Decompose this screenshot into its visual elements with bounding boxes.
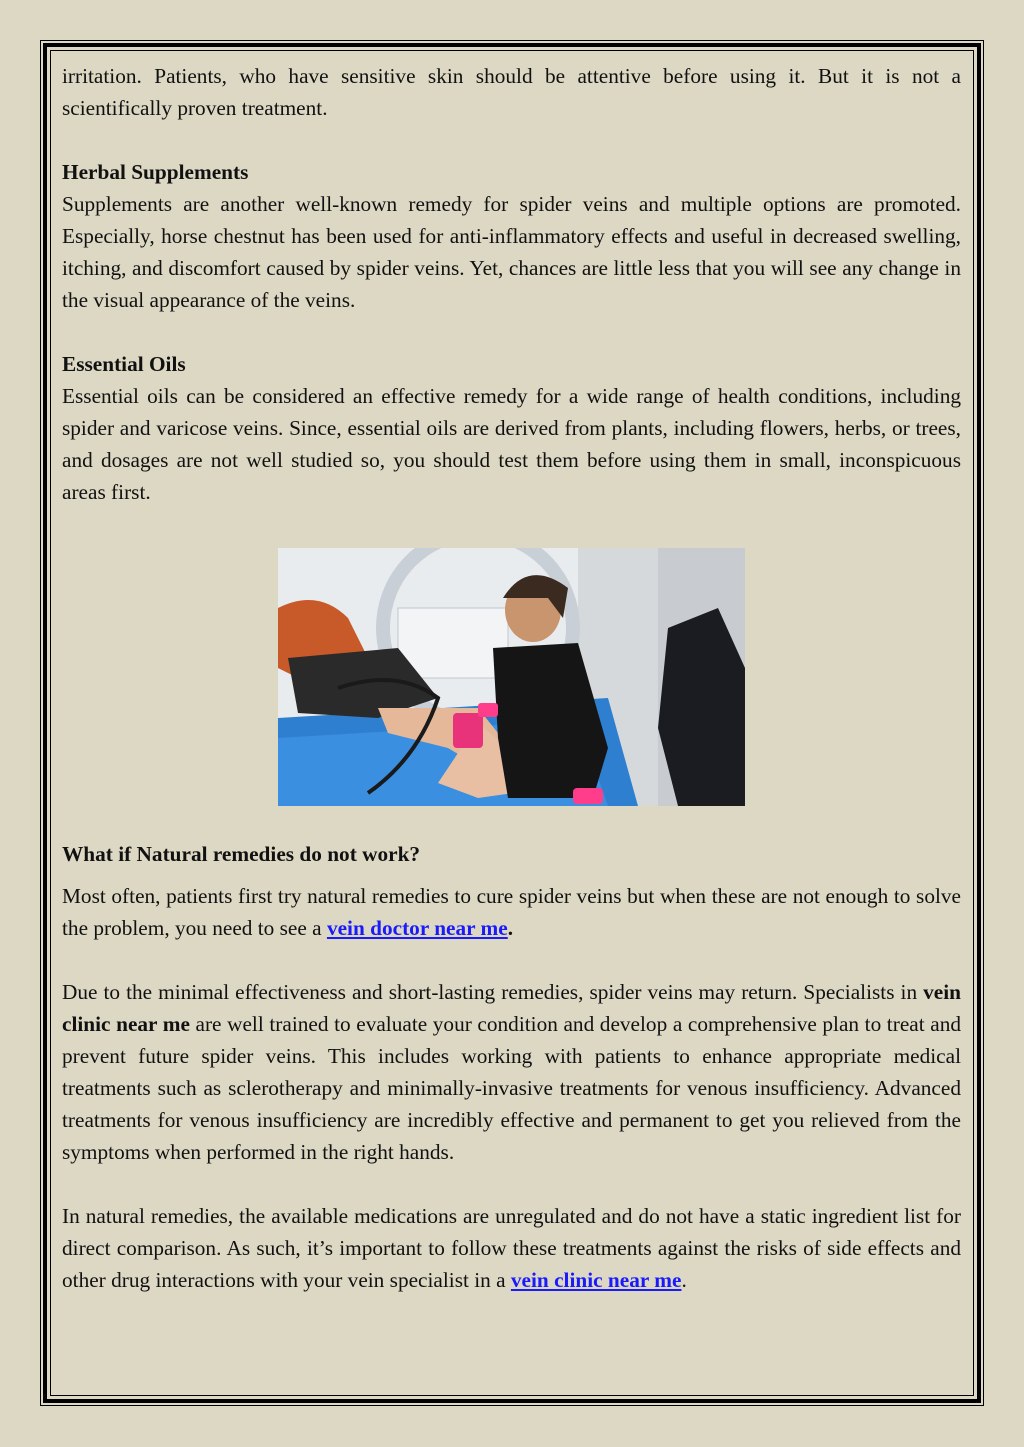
document-content xyxy=(62,60,961,1296)
see-doctor-paragraph xyxy=(62,880,961,944)
natural-remedies-fail-heading: What if Natural remedies do not work? xyxy=(62,842,421,866)
specialists-text-start: Due to the minimal effectiveness and short-lasting remedies, spider veins may return. Specialists in xyxy=(62,980,924,1004)
natural-remedies-unregulated-paragraph xyxy=(62,1200,961,1296)
herbal-supplements-paragraph: Supplements are another well-known remedy for spider veins and multiple options are promoted. Especially, horse chestnut has been used for anti-inflammatory effects and useful in decreased swelling, itching, and discomfort caused by spider veins. Yet, chances are little less that you will see any change in the visual appearance of the veins. xyxy=(62,192,961,312)
unregulated-period: . xyxy=(681,1268,687,1292)
vein-clinic-near-me-link[interactable]: vein clinic near me xyxy=(510,1268,682,1292)
unregulated-text: In natural remedies, the available medications are unregulated and do not have a static ingredient list for direct comparison. As such, it’s important to follow these treatments against the risks of side effects and other drug interactions with your vein specialist in a xyxy=(62,1204,961,1292)
vein-clinic-bold-text: vein clinic near me xyxy=(62,980,961,1036)
herbal-supplements-heading: Herbal Supplements xyxy=(62,160,249,184)
essential-oils-paragraph: Essential oils can be considered an effective remedy for a wide range of health conditions, including spider and varicose veins. Since, essential oils are derived from plants, including flowers, herbs, or trees, and dosages are not well studied so, you should test them before using them in small, inconspicuous areas first. xyxy=(62,384,961,504)
treatment-photo xyxy=(278,548,745,806)
essential-oils-heading: Essential Oils xyxy=(62,352,186,376)
specialists-text-end: are well trained to evaluate your condition and develop a comprehensive plan to treat and prevent future spider veins. This includes working with patients to enhance appropriate medical treatments such as sclerotherapy and minimally-invasive treatments for venous insufficiency. Advanced treatments for venous insufficiency are incredibly effective and permanent to get you relieved from the symptoms when performed in the right hands. xyxy=(62,1012,961,1164)
specialists-paragraph xyxy=(62,976,961,1168)
see-doctor-period: . xyxy=(507,916,514,940)
vein-doctor-near-me-link[interactable]: vein doctor near me xyxy=(326,916,508,940)
intro-paragraph: irritation. Patients, who have sensitive skin should be attentive before using it. But it is not a scientifically proven treatment. xyxy=(62,64,961,120)
see-doctor-text: Most often, patients first try natural remedies to cure spider veins but when these are not enough to solve the problem, you need to see a xyxy=(62,884,961,940)
